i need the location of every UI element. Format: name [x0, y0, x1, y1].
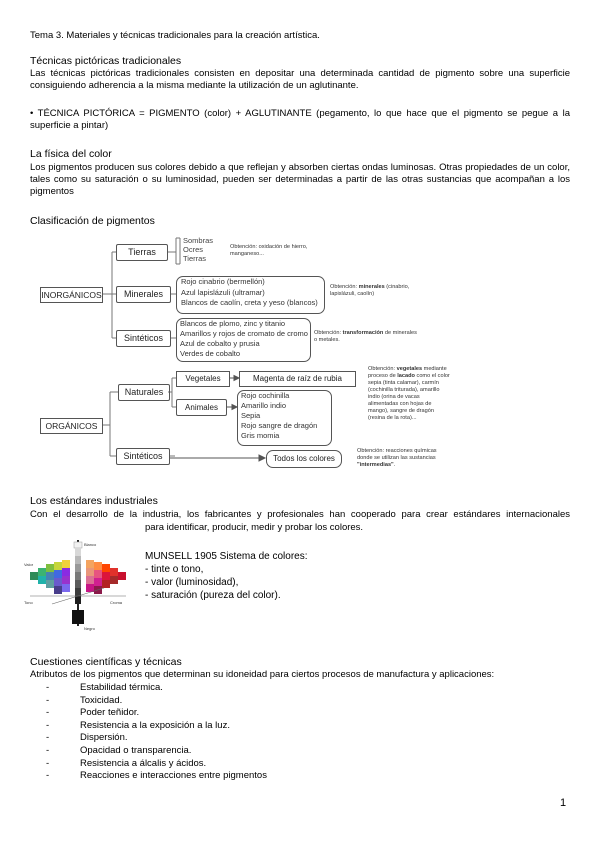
note-keyword: minerales [358, 284, 385, 290]
note-keyword: lacado [397, 373, 415, 379]
list-item: - Estabilidad térmica. [46, 682, 546, 695]
tierras-items [183, 236, 213, 263]
estandares-paragraph-line2: para identificar, producir, medir y probar los colores. [145, 522, 364, 533]
sinteticos-item: Amarillos y rojos de cromato de cromo [180, 329, 308, 338]
tecnicas-paragraph: Las técnicas pictóricas tradicionales consisten en depositar una determinada cantidad de pigmento sobre una superficie consiguiendo adherencia a la misma mediante la utilización de un aglutinante. [30, 68, 570, 91]
document-title: Tema 3. Materiales y técnicas tradicionales para la creación artística. [30, 30, 320, 41]
minerales-item: Rojo cinabrio (bermellón) [181, 277, 265, 286]
munsell-label-blanco: Blanco [84, 542, 97, 547]
munsell-description [145, 550, 308, 602]
note-keyword: transformación [342, 330, 384, 336]
munsell-color-system-figure [22, 536, 134, 634]
note-keyword: vegetales [396, 366, 423, 372]
minerales-box: Minerales [116, 286, 171, 303]
sinteticos-item: Verdes de cobalto [180, 349, 241, 358]
tierras-item: Tierras [183, 254, 207, 263]
naturales-note [368, 366, 450, 422]
list-item: - Dispersión. [46, 732, 546, 745]
list-item: - Reacciones e interacciones entre pigmentos [46, 770, 546, 783]
minerales-items-box [176, 276, 325, 314]
sinteticos-item: Azul de cobalto y prusia [180, 339, 260, 348]
list-item: - Resistencia a álcalis y ácidos. [46, 758, 546, 771]
animales-item: Gris momia [241, 431, 280, 440]
note-prefix: Obtención: [368, 366, 397, 372]
note-prefix: Obtención: [330, 284, 359, 290]
note-rest: mediante proceso de [368, 366, 447, 379]
munsell-label-negro: Negro [84, 626, 95, 631]
estandares-paragraph-line1: Con el desarrollo de la industria, los fabricantes y profesionales han cooperado para crear estándares internacionales [30, 509, 570, 520]
note-rest: como el color sepia (tinta calamar), carmín (cochinilla triturada), amarillo indio (orina de vacas alimentadas con hojas de mango), sangre de dragón (resina de la rota)... [368, 373, 450, 421]
note-prefix: Obtención: reacciones químicas donde se utilizan las sustancias [357, 448, 437, 461]
list-item: - Poder teñidor. [46, 707, 546, 720]
munsell-label-croma: Croma [110, 600, 123, 605]
sinteticos-item: Blancos de plomo, zinc y titanio [180, 319, 286, 328]
tierras-item: Sombras [183, 236, 214, 245]
section-heading-clasificacion: Clasificación de pigmentos [30, 215, 155, 227]
sinteticos-org-box: Sintéticos [116, 448, 170, 465]
tecnicas-bullet: • TÉCNICA PICTÓRICA = PIGMENTO (color) + AGLUTINANTE (pegamento, lo que hace que el pigmento se pegue a la superficie a pintar) [30, 108, 570, 131]
section-heading-estandares: Los estándares industriales [30, 495, 158, 507]
inorganicos-box: INORGÁNICOS [40, 287, 103, 303]
minerales-note [330, 284, 430, 298]
note-rest: de minerales o metales. [314, 330, 417, 343]
tierras-note: Obtención: oxidación de hierro, manganeso... [230, 244, 308, 257]
section-heading-tecnicas: Técnicas pictóricas tradicionales [30, 55, 182, 67]
cuestiones-list [46, 682, 546, 783]
vegetales-box: Vegetales [176, 371, 230, 387]
cuestiones-paragraph: Atributos de los pigmentos que determinan su idoneidad para ciertos procesos de manufactura y aplicaciones: [30, 669, 495, 680]
sinteticos-inorg-note [314, 330, 419, 344]
munsell-label-valor: Valor [24, 562, 34, 567]
section-heading-cuestiones: Cuestiones científicas y técnicas [30, 656, 182, 668]
animales-items-box [237, 390, 332, 446]
list-item: - Toxicidad. [46, 695, 546, 708]
tierras-box: Tierras [116, 244, 168, 261]
minerales-item: Blancos de caolín, creta y yeso (blancos) [181, 298, 318, 307]
munsell-item: - tinte o tono, [145, 564, 204, 575]
sinteticos-inorg-box: Sintéticos [116, 330, 171, 347]
sinteticos-inorg-items-box [176, 318, 311, 362]
note-keyword: "intermedias" [357, 462, 394, 468]
magenta-box: Magenta de raíz de rubia [239, 371, 356, 387]
munsell-label-tono: Tono [24, 600, 33, 605]
note-prefix: Obtención: [314, 330, 343, 336]
sinteticos-org-note [357, 448, 437, 469]
animales-item: Amarillo indio [241, 401, 287, 410]
animales-item: Rojo sangre de dragón [241, 421, 318, 430]
munsell-item: - valor (luminosidad), [145, 577, 239, 588]
animales-box: Animales [176, 399, 227, 416]
page-number: 1 [560, 797, 567, 809]
todos-colores-box: Todos los colores [266, 450, 342, 468]
tierras-item: Ocres [183, 245, 204, 254]
list-item: - Resistencia a la exposición a la luz. [46, 720, 546, 733]
note-rest: (cinabrio, lapislázuli, caolín) [330, 284, 410, 297]
list-item: - Opacidad o transparencia. [46, 745, 546, 758]
animales-item: Sepia [241, 411, 261, 420]
munsell-title: MUNSELL 1905 Sistema de colores: [145, 551, 308, 562]
organicos-box: ORGÁNICOS [40, 418, 103, 434]
animales-item: Rojo cochinilla [241, 391, 290, 400]
section-heading-fisica: La física del color [30, 148, 112, 160]
note-rest: . [393, 462, 396, 468]
munsell-item: - saturación (pureza del color). [145, 590, 281, 601]
minerales-item: Azul lapislázuli (ultramar) [181, 287, 265, 297]
fisica-paragraph: Los pigmentos producen sus colores debido a que reflejan y absorben ciertas ondas luminosas. Otras propiedades de un color, tales como su saturación o su luminosidad, pueden ser determinadas a partir de las otras sustancias que acompañan a los pigmentos [30, 162, 570, 197]
naturales-box: Naturales [118, 384, 170, 401]
